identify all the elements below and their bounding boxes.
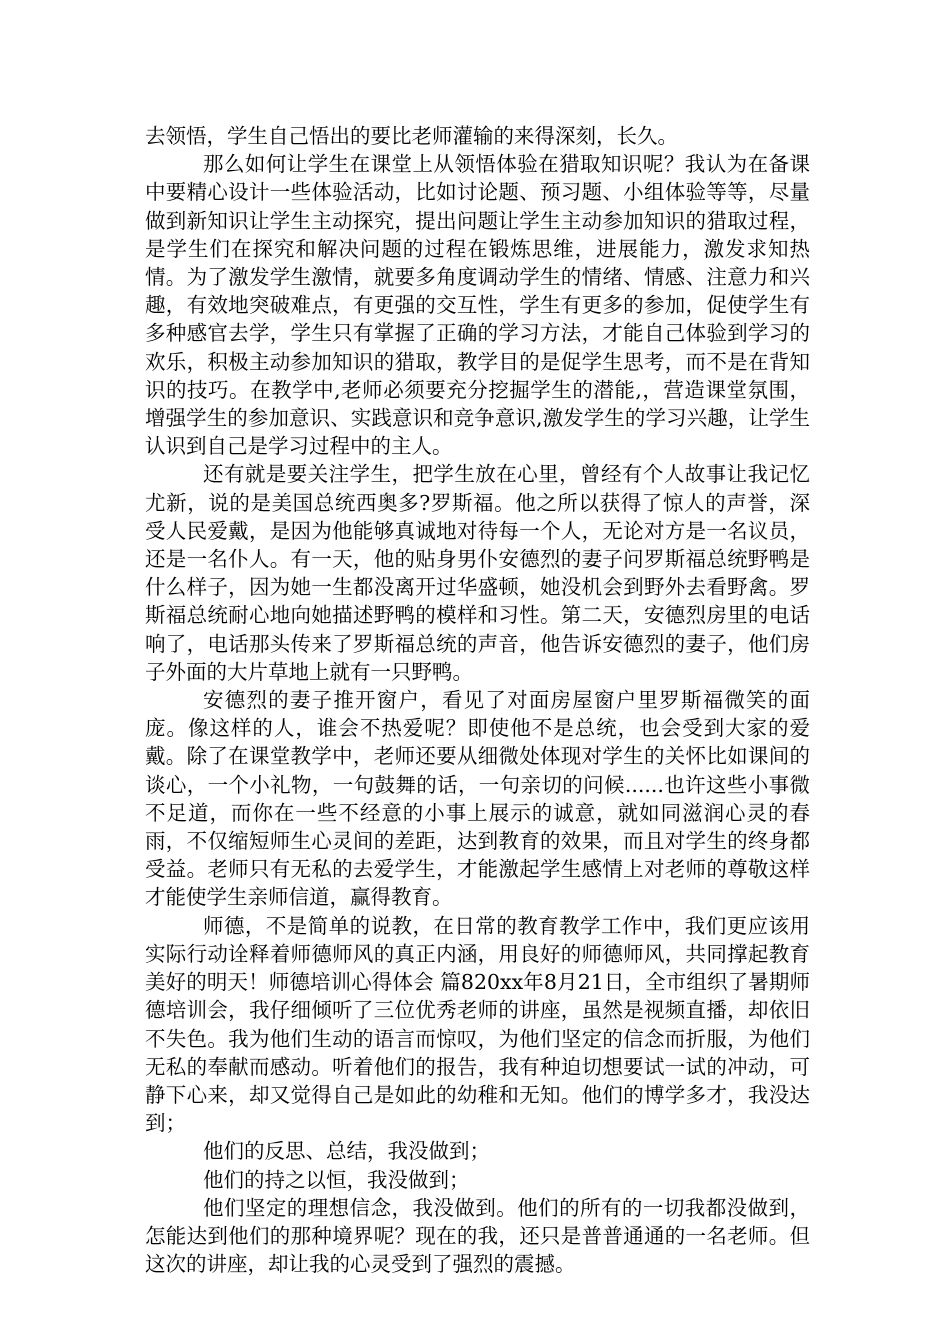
paragraph-4: 安德烈的妻子推开窗户，看见了对面房屋窗户里罗斯福微笑的面庞。像这样的人，谁会不热爱呢？即使他不是总统，也会受到大家的爱戴。除了在课堂教学中，老师还要从细微处体现对学生的关怀比如课间的谈心，一个小礼物，一句鼓舞的话，一句亲切的问候......也许这些小事微不足道，而你在一些不经意的小事上展示的诚意，就如同滋润心灵的春雨，不仅缩短师生心灵间的差距，达到教育的效果，而且对学生的终身都受益。老师只有无私的去爱学生，才能激起学生感情上对老师的尊敬这样才能使学生亲师信道，赢得教育。 [145, 688, 810, 910]
paragraph-6: 他们的反思、总结，我没做到； [203, 1139, 490, 1164]
paragraph-7: 他们的持之以恒，我没做到； [203, 1167, 470, 1192]
document-page [145, 122, 810, 1278]
paragraph-3: 还有就是要关注学生，把学生放在心里，曾经有个人故事让我记忆尤新，说的是美国总统西奥多?罗斯福。他之所以获得了惊人的声誉，深受人民爱戴，是因为他能够真诚地对待每一个人，无论对方是一名议员，还是一名仆人。有一天，他的贴身男仆安德烈的妻子问罗斯福总统野鸭是什么样子，因为她一生都没离开过华盛顿，她没机会到野外去看野禽。罗斯福总统耐心地向她描述野鸭的模样和习性。第二天，安德烈房里的电话响了，电话那头传来了罗斯福总统的声音，他告诉安德烈的妻子，他们房子外面的大片草地上就有一只野鸭。 [145, 462, 810, 684]
paragraph-5: 师德，不是简单的说教，在日常的教育教学工作中，我们更应该用实际行动诠释着师德师风的真正内涵，用良好的师德师风，共同撑起教育美好的明天！师德培训心得体会 篇820xx年8月21日，全市组织了暑期师德培训会，我仔细倾听了三位优秀老师的讲座，虽然是视频直播，却依旧不失色。我为他们生动的语言而惊叹，为他们坚定的信念而折服，为他们无私的奉献而感动。听着他们的报告，我有种迫切想要试一试的冲动，可静下心来，却又觉得自己是如此的幼稚和无知。他们的博学多才，我没达到； [145, 913, 810, 1136]
paragraph-8: 他们坚定的理想信念，我没做到。他们的所有的一切我都没做到，怎能达到他们的那种境界呢？现在的我，还只是普普通通的一名老师。但这次的讲座，却让我的心灵受到了强烈的震撼。 [145, 1195, 810, 1277]
paragraph-2: 那么如何让学生在课堂上从领悟体验在猎取知识呢？我认为在备课中要精心设计一些体验活动，比如讨论题、预习题、小组体验等等，尽量做到新知识让学生主动探究，提出问题让学生主动参加知识的猎取过程，是学生们在探究和解决问题的过程在锻炼思维，进展能力，激发求知热情。为了激发学生激情，就要多角度调动学生的情绪、情感、注意力和兴趣，有效地突破难点，有更强的交互性，学生有更多的参加，促使学生有多种感官去学，学生只有掌握了正确的学习方法，才能自己体验到学习的欢乐，积极主动参加知识的猎取，教学目的是促学生思考，而不是在背知识的技巧。在教学中,老师必须要充分挖掘学生的潜能,，营造课堂氛围，增强学生的参加意识、实践意识和竞争意识,激发学生的学习兴趣，让学生认识到自己是学习过程中的主人。 [145, 152, 810, 459]
paragraph-1: 去领悟，学生自己悟出的要比老师灌输的来得深刻，长久。 [145, 124, 678, 148]
